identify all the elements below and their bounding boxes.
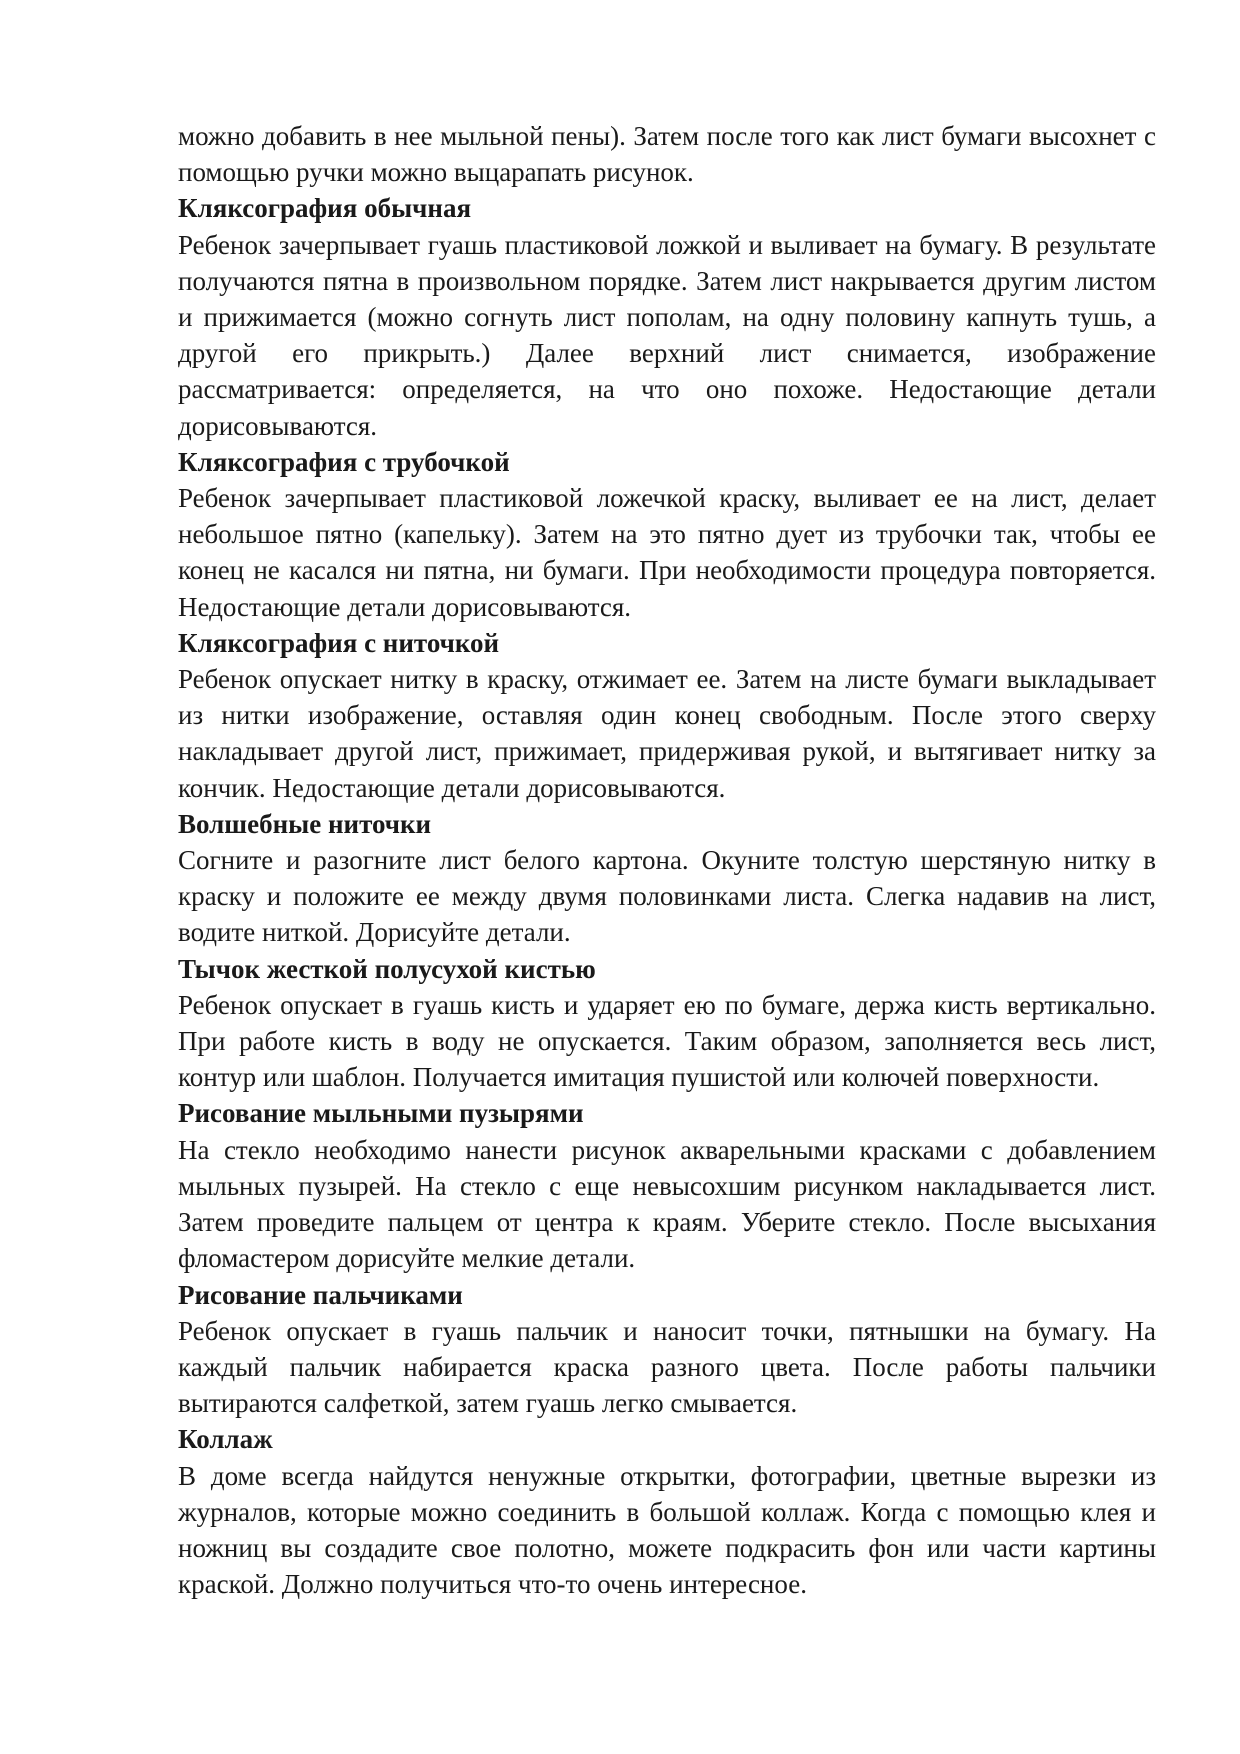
heading-blot-plain: Кляксография обычная xyxy=(178,193,472,224)
paragraph-blot-straw: Ребенок зачерпывает пластиковой ложечкой краску, выливает ее на лист, делает небольшое пятно (капельку). Затем на это пятно дует из трубочки так, чтобы ее конец не касался ни пятна, ни бумаги. При необходимости процедура повторяется. Недостающие детали дорисовываются. xyxy=(178,483,1156,622)
paragraph-magic-threads: Согните и разогните лист белого картона. Окуните толстую шерстяную нитку в краску и положите ее между двумя половинками листа. Слегка надавив на лист, водите ниткой. Дорисуйте детали. xyxy=(178,845,1156,948)
paragraph-blot-thread: Ребенок опускает нитку в краску, отжимает ее. Затем на листе бумаги выкладывает из нитки изображение, оставляя один конец свободным. После этого сверху накладывает другой лист, прижимает, придерживая рукой, и вытягивает нитку за кончик. Недостающие детали дорисовываются. xyxy=(178,664,1156,803)
heading-collage: Коллаж xyxy=(178,1424,273,1455)
heading-magic-threads: Волшебные ниточки xyxy=(178,808,432,839)
paragraph-blot-plain: Ребенок зачерпывает гуашь пластиковой ложкой и выливает на бумагу. В результате получаются пятна в произвольном порядке. Затем лист накрывается другим листом и прижимается (можно согнуть лист пополам, на одну половину капнуть тушь, а другой его прикрыть.) Далее верхний лист снимается, изображение рассматривается: определяется, на что оно похоже. Недостающие детали дорисовываются. xyxy=(178,229,1156,441)
heading-dry-brush: Тычок жесткой полусухой кистью xyxy=(178,953,596,984)
paragraph-finger-painting: Ребенок опускает в гуашь пальчик и наносит точки, пятнышки на бумагу. На каждый пальчик набирается краска разного цвета. После работы пальчики вытираются салфеткой, затем гуашь легко смывается. xyxy=(178,1315,1156,1419)
intro-continuation-paragraph: можно добавить в нее мыльной пены). Затем после того как лист бумаги высохнет с помощью ручки можно выцарапать рисунок. xyxy=(178,121,1156,188)
document-page xyxy=(178,118,1156,1602)
paragraph-soap-bubbles: На стекло необходимо нанести рисунок акварельными красками с добавлением мыльных пузырей. На стекло с еще невысохшим рисунком накладывается лист. Затем проведите пальцем от центра к краям. Уберите стекло. После высыхания фломастером дорисуйте мелкие детали. xyxy=(178,1134,1156,1274)
heading-blot-straw: Кляксография с трубочкой xyxy=(178,446,510,477)
paragraph-dry-brush: Ребенок опускает в гуашь кисть и ударяет ею по бумаге, держа кисть вертикально. При работе кисть в воду не опускается. Таким образом, заполняется весь лист, контур или шаблон. Получается имитация пушистой или колючей поверхности. xyxy=(178,989,1156,1093)
paragraph-collage: В доме всегда найдутся ненужные открытки, фотографии, цветные вырезки из журналов, которые можно соединить в большой коллаж. Когда с помощью клея и ножниц вы создадите свое полотно, можете подкрасить фон или части картины краской. Должно получиться что-то очень интересное. xyxy=(178,1460,1156,1600)
heading-finger-painting: Рисование пальчиками xyxy=(178,1279,463,1310)
heading-blot-thread: Кляксография с ниточкой xyxy=(178,627,500,658)
heading-soap-bubbles: Рисование мыльными пузырями xyxy=(178,1098,584,1129)
